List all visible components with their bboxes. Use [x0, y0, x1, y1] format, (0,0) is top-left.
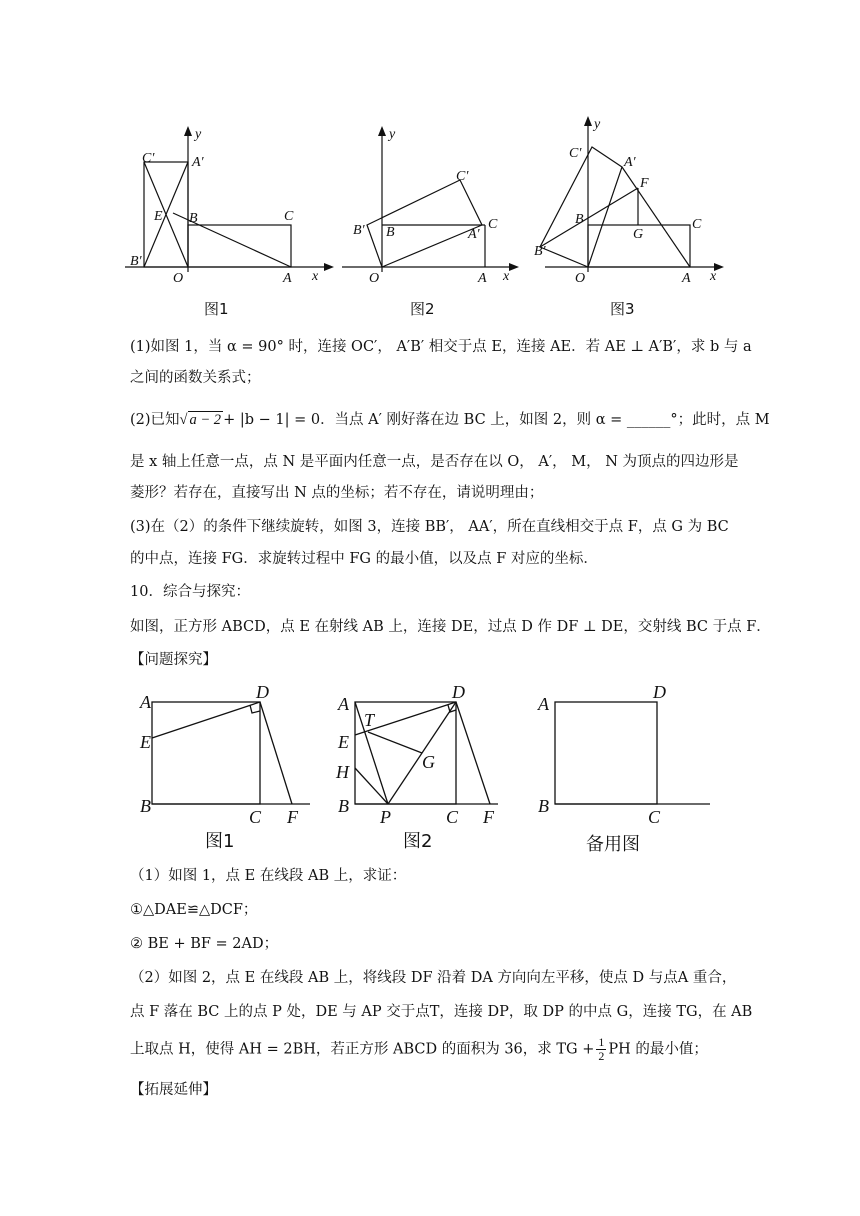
label-f: F — [640, 176, 649, 191]
q10-part2-line3-suffix: PH 的最小值； — [608, 1041, 708, 1058]
label-c-prime: C′ — [142, 151, 155, 166]
label-d: D — [256, 682, 269, 702]
q9-part2-line3: 菱形？若存在，直接写出 N 点的坐标；若不存在，请说明理由； — [130, 485, 544, 501]
spare-figure-caption: 备用图 — [586, 834, 640, 855]
q10-part2-line2: 点 F 落在 BC 上的点 P 处，DE 与 AP 交于点T，连接 DP，取 DP 的中点 G，连接 TG，在 AB — [130, 1004, 753, 1020]
figure-1-caption: 图1 — [204, 300, 229, 318]
label-d: D — [653, 682, 666, 702]
label-x: x — [503, 269, 510, 284]
label-b: B — [575, 212, 584, 227]
label-c: C — [648, 807, 661, 827]
label-e: E — [154, 209, 163, 224]
label-y: y — [195, 127, 202, 142]
label-c: C — [284, 209, 294, 224]
q9-part2-rest: ．当点 A′ 刚好落在边 BC 上，如图 2，则 α = ______°；此时，点 M — [320, 412, 770, 428]
label-a-prime: A′ — [468, 227, 480, 242]
figure-2-caption: 图2 — [403, 831, 433, 852]
q9-part3-line1: (3)在（2）的条件下继续旋转，如图 3，连接 BB′， AA′，所在直线相交于点 F，点 G 为 BC — [130, 519, 729, 535]
label-o: O — [173, 271, 184, 286]
label-c: C — [446, 807, 459, 827]
q10-section-extension: 【拓展延伸】 — [130, 1082, 217, 1098]
label-e: E — [338, 732, 349, 752]
label-g: G — [633, 227, 644, 242]
q10-part1-b: ② BE + BF = 2AD； — [130, 936, 279, 952]
label-b: B — [386, 225, 395, 240]
q10-part2-line3-prefix: 上取点 H，使得 AH = 2BH，若正方形 ABCD 的面积为 36，求 TG + — [130, 1041, 595, 1058]
q10-intro: 如图，正方形 ABCD，点 E 在射线 AB 上，连接 DE，过点 D 作 DF ⊥ DE，交射线 BC 于点 F． — [130, 619, 771, 635]
label-t: T — [364, 710, 375, 730]
label-a: A — [682, 271, 691, 286]
label-f: F — [287, 807, 298, 827]
label-c-prime: C′ — [456, 169, 469, 184]
figure-row-square — [130, 680, 730, 860]
label-a: A — [538, 694, 549, 714]
label-b: B — [338, 796, 349, 816]
label-a: A — [140, 692, 151, 712]
label-f: F — [483, 807, 494, 827]
label-o: O — [575, 271, 586, 286]
label-y: y — [389, 127, 396, 142]
label-d: D — [452, 682, 465, 702]
q9-part1-line1: (1)如图 1，当 α = 90° 时，连接 OC′， A′B′ 相交于点 E，连接 AE．若 AE ⊥ A′B′，求 b 与 a — [130, 339, 752, 355]
q9-part2-prefix: (2)已知 — [130, 412, 180, 428]
figure-2-caption: 图2 — [410, 300, 435, 318]
label-h: H — [336, 762, 349, 782]
label-b-prime: B′ — [353, 223, 365, 238]
label-e: E — [140, 732, 151, 752]
label-a: A — [338, 694, 349, 714]
figure-3-caption: 图3 — [610, 300, 635, 318]
label-c-prime: C′ — [569, 146, 582, 161]
label-c: C — [488, 217, 498, 232]
label-p: P — [380, 807, 391, 827]
figure-1-caption: 图1 — [205, 831, 235, 852]
label-x: x — [312, 269, 319, 284]
q10-part1-a: ①△DAE≌△DCF； — [130, 902, 258, 918]
q9-part3-line2: 的中点，连接 FG．求旋转过程中 FG 的最小值，以及点 F 对应的坐标． — [130, 551, 598, 567]
label-g: G — [422, 752, 435, 772]
q9-part2-line1 — [130, 410, 770, 430]
label-c: C — [249, 807, 262, 827]
figure-row-top — [120, 110, 740, 325]
abs-expression: + |b − 1| = 0 — [223, 412, 321, 428]
q10-title: 10．综合与探究： — [130, 584, 250, 600]
q10-section-problem: 【问题探究】 — [130, 652, 217, 668]
q10-part2-line3 — [130, 1036, 730, 1063]
label-y: y — [594, 117, 601, 132]
label-b: B — [189, 211, 198, 226]
label-b: B — [538, 796, 549, 816]
label-b-prime: B′ — [534, 244, 546, 259]
label-b-prime: B′ — [130, 254, 142, 269]
label-o: O — [369, 271, 380, 286]
label-a-prime: A′ — [192, 155, 204, 170]
label-c: C — [692, 217, 702, 232]
q10-part1: （1）如图 1，点 E 在线段 AB 上，求证： — [130, 868, 407, 884]
q10-part2-line1: （2）如图 2，点 E 在线段 AB 上，将线段 DF 沿着 DA 方向向左平移，使点 D 与点A 重合， — [130, 970, 737, 986]
q9-part2-line2: 是 x 轴上任意一点，点 N 是平面内任意一点，是否存在以 O， A′， M， N 为顶点的四边形是 — [130, 454, 739, 470]
label-a-prime: A′ — [624, 155, 636, 170]
fraction-one-half: $\frac{1}{2}$ — [598, 1035, 605, 1063]
label-a: A — [283, 271, 292, 286]
label-x: x — [710, 269, 717, 284]
label-a: A — [478, 271, 487, 286]
q9-part1-line2: 之间的函数关系式； — [130, 370, 261, 386]
label-b: B — [140, 796, 151, 816]
sqrt-expression: √ a − 2 — [179, 412, 222, 428]
